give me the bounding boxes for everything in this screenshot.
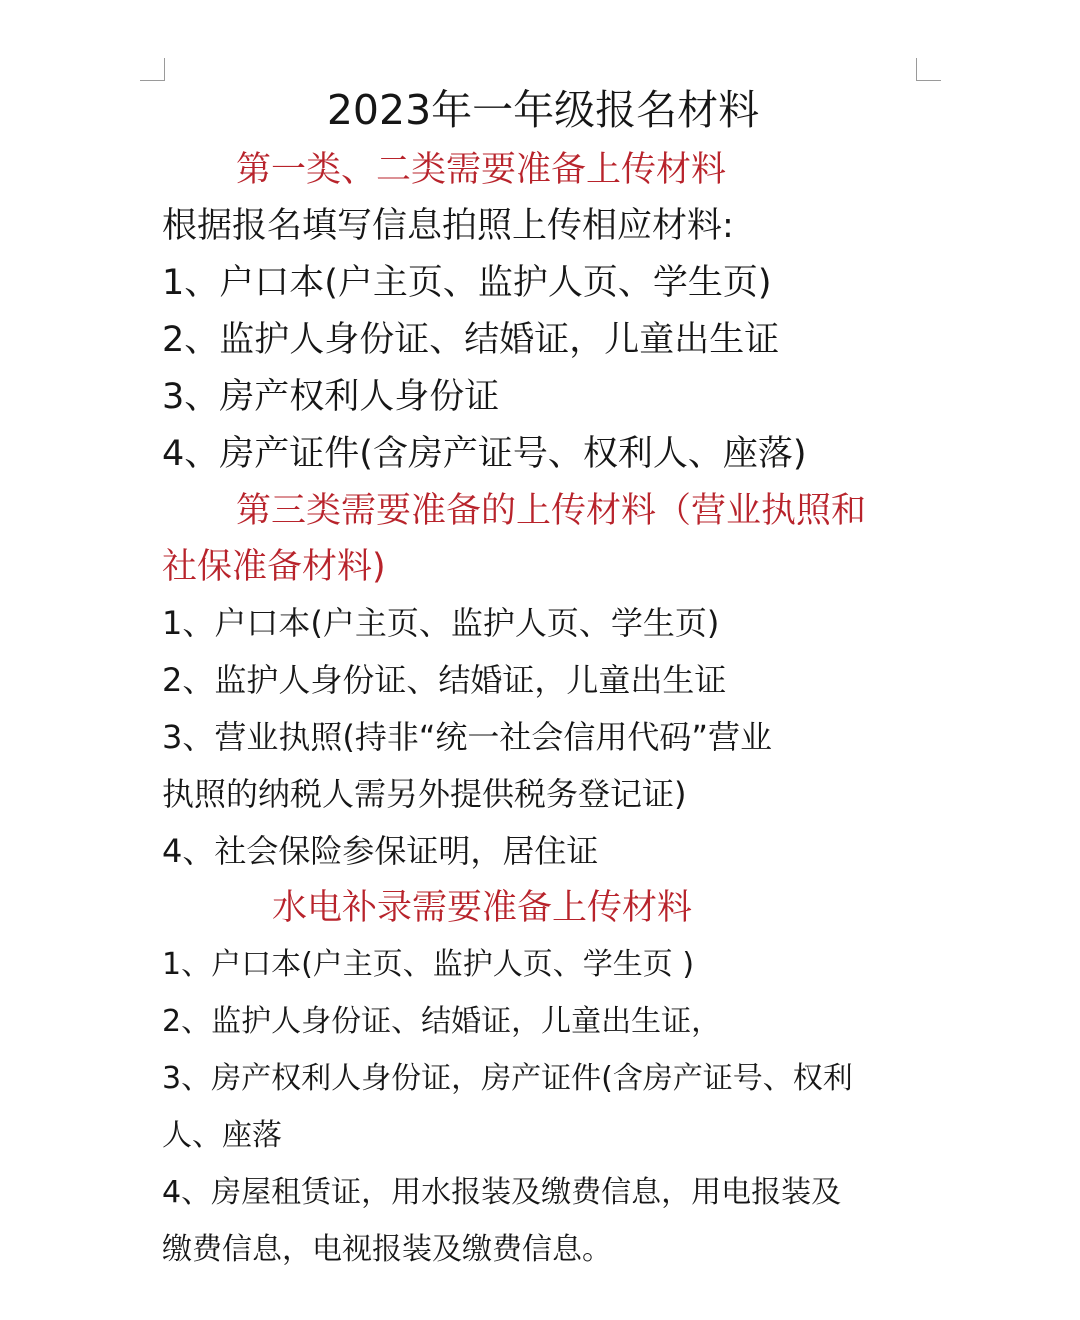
list-item: 4、房产证件(含房产证号、权利人、座落) <box>162 434 807 474</box>
list-item: 3、房产权利人身份证，房产证件(含房产证号、权利 <box>162 1061 853 1096</box>
list-item: 4、房屋租赁证，用水报装及缴费信息，用电报装及 <box>162 1175 842 1210</box>
list-item: 2、监护人身份证、结婚证，儿童出生证， <box>162 1004 722 1039</box>
list-item: 1、户口本(户主页、监护人页、学生页 ) <box>162 947 695 982</box>
section-heading: 水电补录需要准备上传材料 <box>272 888 693 928</box>
section-intro: 根据报名填写信息拍照上传相应材料: <box>162 206 734 246</box>
section-heading-continued: 社保准备材料) <box>162 547 386 587</box>
section-heading: 第一类、二类需要准备上传材料 <box>236 150 727 190</box>
document-page <box>162 78 922 1278</box>
section-category-3 <box>162 483 922 880</box>
list-item-continued: 人、座落 <box>162 1118 282 1153</box>
list-item: 2、监护人身份证、结婚证，儿童出生证 <box>162 661 727 699</box>
list-item-continued: 执照的纳税人需另外提供税务登记证) <box>162 775 687 813</box>
list-item: 1、户口本(户主页、监护人页、学生页) <box>162 604 720 642</box>
section-heading: 第三类需要准备的上传材料（营业执照和 <box>236 491 867 531</box>
section-utility-supplement <box>162 880 922 1278</box>
list-item: 3、房产权利人身份证 <box>162 377 500 417</box>
list-item: 2、监护人身份证、结婚证，儿童出生证 <box>162 320 780 360</box>
document-title: 2023年一年级报名材料 <box>326 86 760 134</box>
list-item: 3、营业执照(持非“统一社会信用代码”营业 <box>162 718 773 756</box>
section-category-1-2 <box>162 142 922 483</box>
list-item-continued: 缴费信息，电视报装及缴费信息。 <box>162 1232 612 1267</box>
list-item: 1、户口本(户主页、监护人页、学生页) <box>162 263 772 303</box>
list-item: 4、社会保险参保证明，居住证 <box>162 832 599 870</box>
